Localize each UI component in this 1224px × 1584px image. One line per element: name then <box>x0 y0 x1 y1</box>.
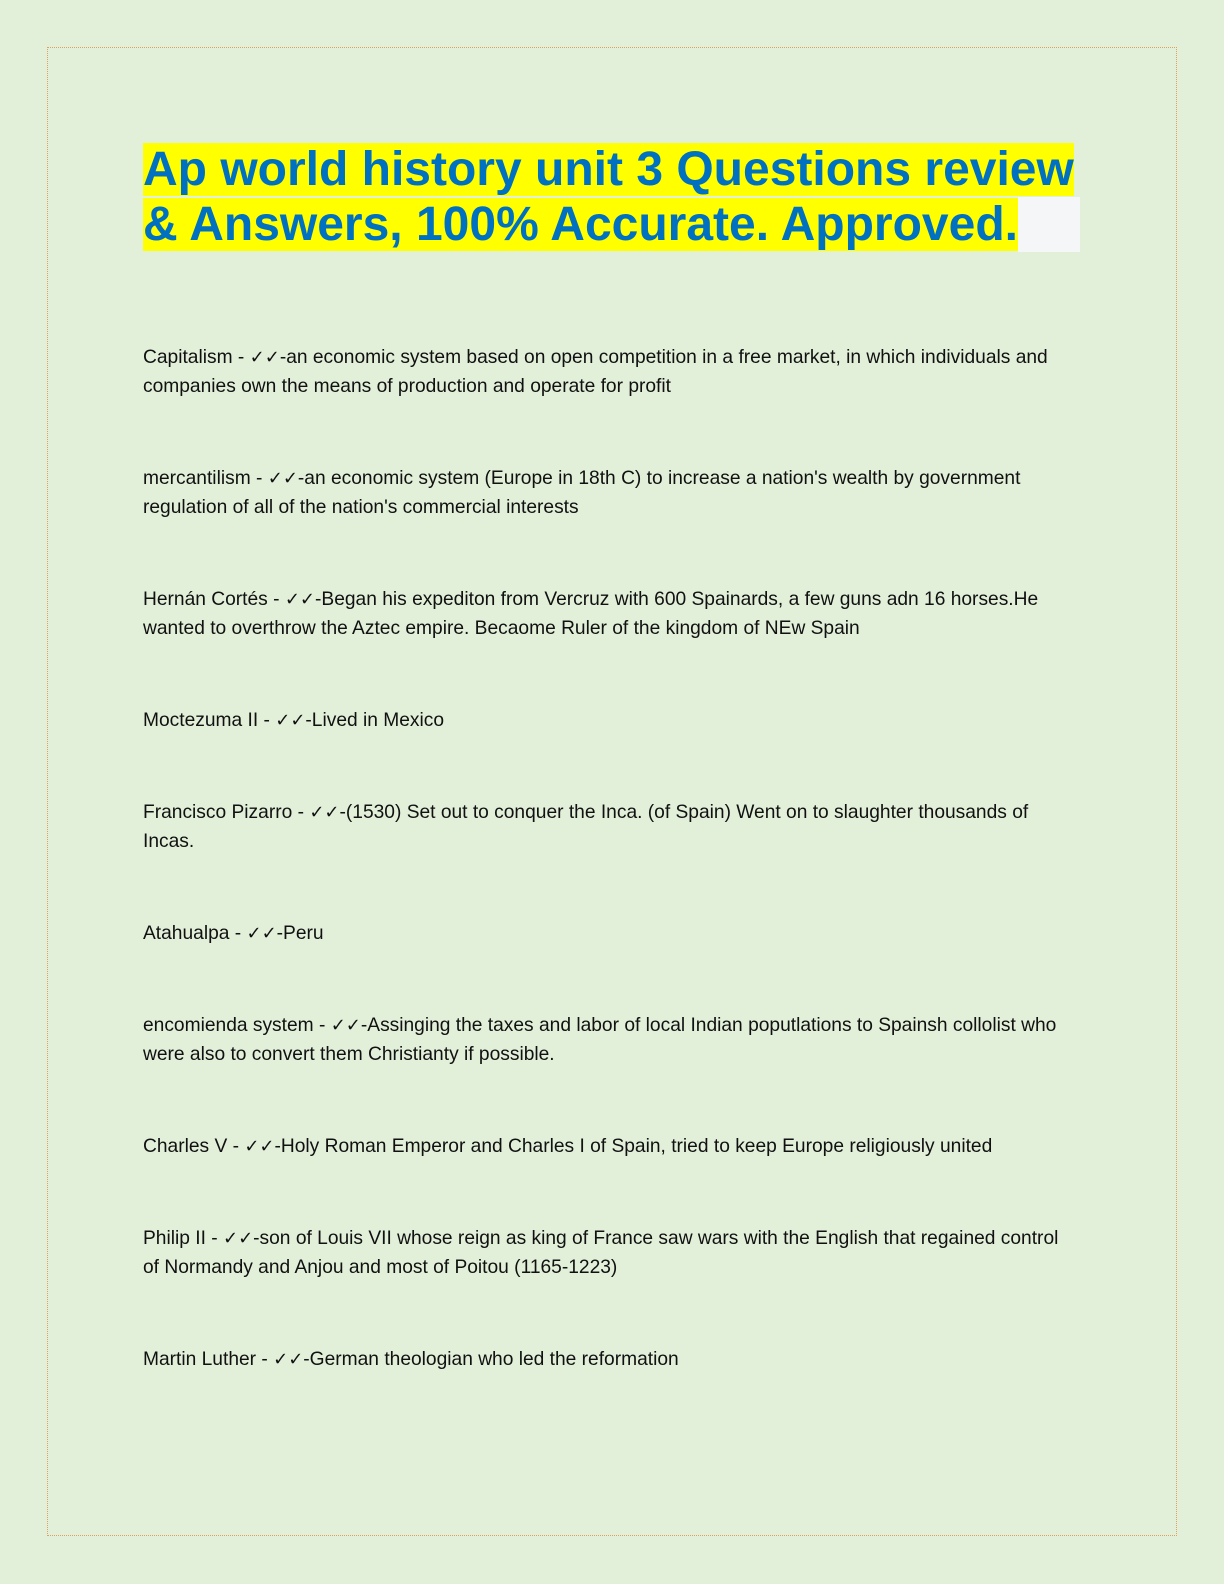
entry-definition: -son of Louis VII whose reign as king of France saw wars with the English that regained control of Normandy and Anjou and most of Poitou (1165-1223) <box>143 1228 1059 1278</box>
list-item: Charles V - ✓✓-Holy Roman Emperor and Charles I of Spain, tried to keep Europe religiously united <box>143 1136 993 1157</box>
entry-definition: -Began his expediton from Vercruz with 600 Spainards, a few guns adn 16 horses.He wanted to overthrow the Aztec empire. Becaome Ruler of the kingdom of NEw Spain <box>143 589 1039 639</box>
page-title <box>143 142 1083 252</box>
list-item: Atahualpa - ✓✓-Peru <box>143 923 324 944</box>
double-check-icon: ✓✓ <box>330 1015 361 1036</box>
list-item: encomienda system - ✓✓-Assinging the taxes and labor of local Indian poputlations to Spainsh collolist who were also to convert them Christianty if possible. <box>143 1015 1057 1065</box>
entry-term: Martin Luther <box>143 1349 257 1370</box>
entry-term: Francisco Pizarro <box>143 802 293 823</box>
list-item: Moctezuma II - ✓✓-Lived in Mexico <box>143 710 445 731</box>
entry-definition: -Peru <box>276 923 324 944</box>
list-item: Hernán Cortés - ✓✓-Began his expediton from Vercruz with 600 Spainards, a few guns adn 16 horses.He wanted to overthrow the Aztec empire. Becaome Ruler of the kingdom of NEw Spain <box>143 589 1039 639</box>
list-item: Capitalism - ✓✓-an economic system based on open competition in a free market, in which individuals and companies own the means of production and operate for profit <box>143 347 1048 397</box>
entry-definition: -Holy Roman Emperor and Charles I of Spain, tried to keep Europe religiously united <box>274 1136 993 1157</box>
entry-definition: -(1530) Set out to conquer the Inca. (of Spain) Went on to slaughter thousands of Incas. <box>143 802 1029 852</box>
entry-term: mercantilism <box>143 468 251 489</box>
entry-definition: -an economic system (Europe in 18th C) to increase a nation's wealth by government regulation of all of the nation's commercial interests <box>143 468 1021 518</box>
double-check-icon: ✓✓ <box>222 1228 254 1249</box>
title-line-2: & Answers, 100% Accurate. Approved. <box>143 198 1018 251</box>
entry-term: Moctezuma II <box>143 710 259 731</box>
list-item: mercantilism - ✓✓-an economic system (Europe in 18th C) to increase a nation's wealth by government regulation of all of the nation's commercial interests <box>143 468 1021 518</box>
entry-term: encomienda system <box>143 1015 314 1036</box>
list-item: Martin Luther - ✓✓-German theologian who led the reformation <box>143 1349 679 1370</box>
entry-definition: -Lived in Mexico <box>305 710 445 731</box>
double-check-icon: ✓✓ <box>284 589 316 610</box>
double-check-icon: ✓✓ <box>249 347 280 368</box>
title-line-1: Ap world history unit 3 Questions review <box>143 143 1074 196</box>
list-item: Francisco Pizarro - ✓✓-(1530) Set out to conquer the Inca. (of Spain) Went on to slaughter thousands of Incas. <box>143 802 1029 852</box>
double-check-icon: ✓✓ <box>273 1349 304 1370</box>
entry-definition: -an economic system based on open competition in a free market, in which individuals and companies own the means of production and operate for profit <box>143 347 1048 397</box>
entry-term: Hernán Cortés <box>143 589 268 610</box>
double-check-icon: ✓✓ <box>267 468 298 489</box>
entry-term: Philip II <box>143 1228 206 1249</box>
title-trailing-box <box>1018 197 1080 252</box>
double-check-icon: ✓✓ <box>244 1136 275 1157</box>
entry-term: Atahualpa <box>143 923 230 944</box>
entry-definition: -German theologian who led the reformation <box>303 1349 679 1370</box>
title-block <box>143 142 1083 252</box>
double-check-icon: ✓✓ <box>309 802 340 823</box>
entry-term: Charles V <box>143 1136 228 1157</box>
entry-definition: -Assinging the taxes and labor of local Indian poputlations to Spainsh collolist who were also to convert them Christianty if possible. <box>143 1015 1057 1065</box>
entry-term: Capitalism <box>143 347 233 368</box>
double-check-icon: ✓✓ <box>275 710 306 731</box>
list-item: Philip II - ✓✓-son of Louis VII whose reign as king of France saw wars with the English that regained control of Normandy and Anjou and most of Poitou (1165-1223) <box>143 1228 1059 1278</box>
double-check-icon: ✓✓ <box>246 923 277 944</box>
entry-list <box>143 343 1078 1437</box>
